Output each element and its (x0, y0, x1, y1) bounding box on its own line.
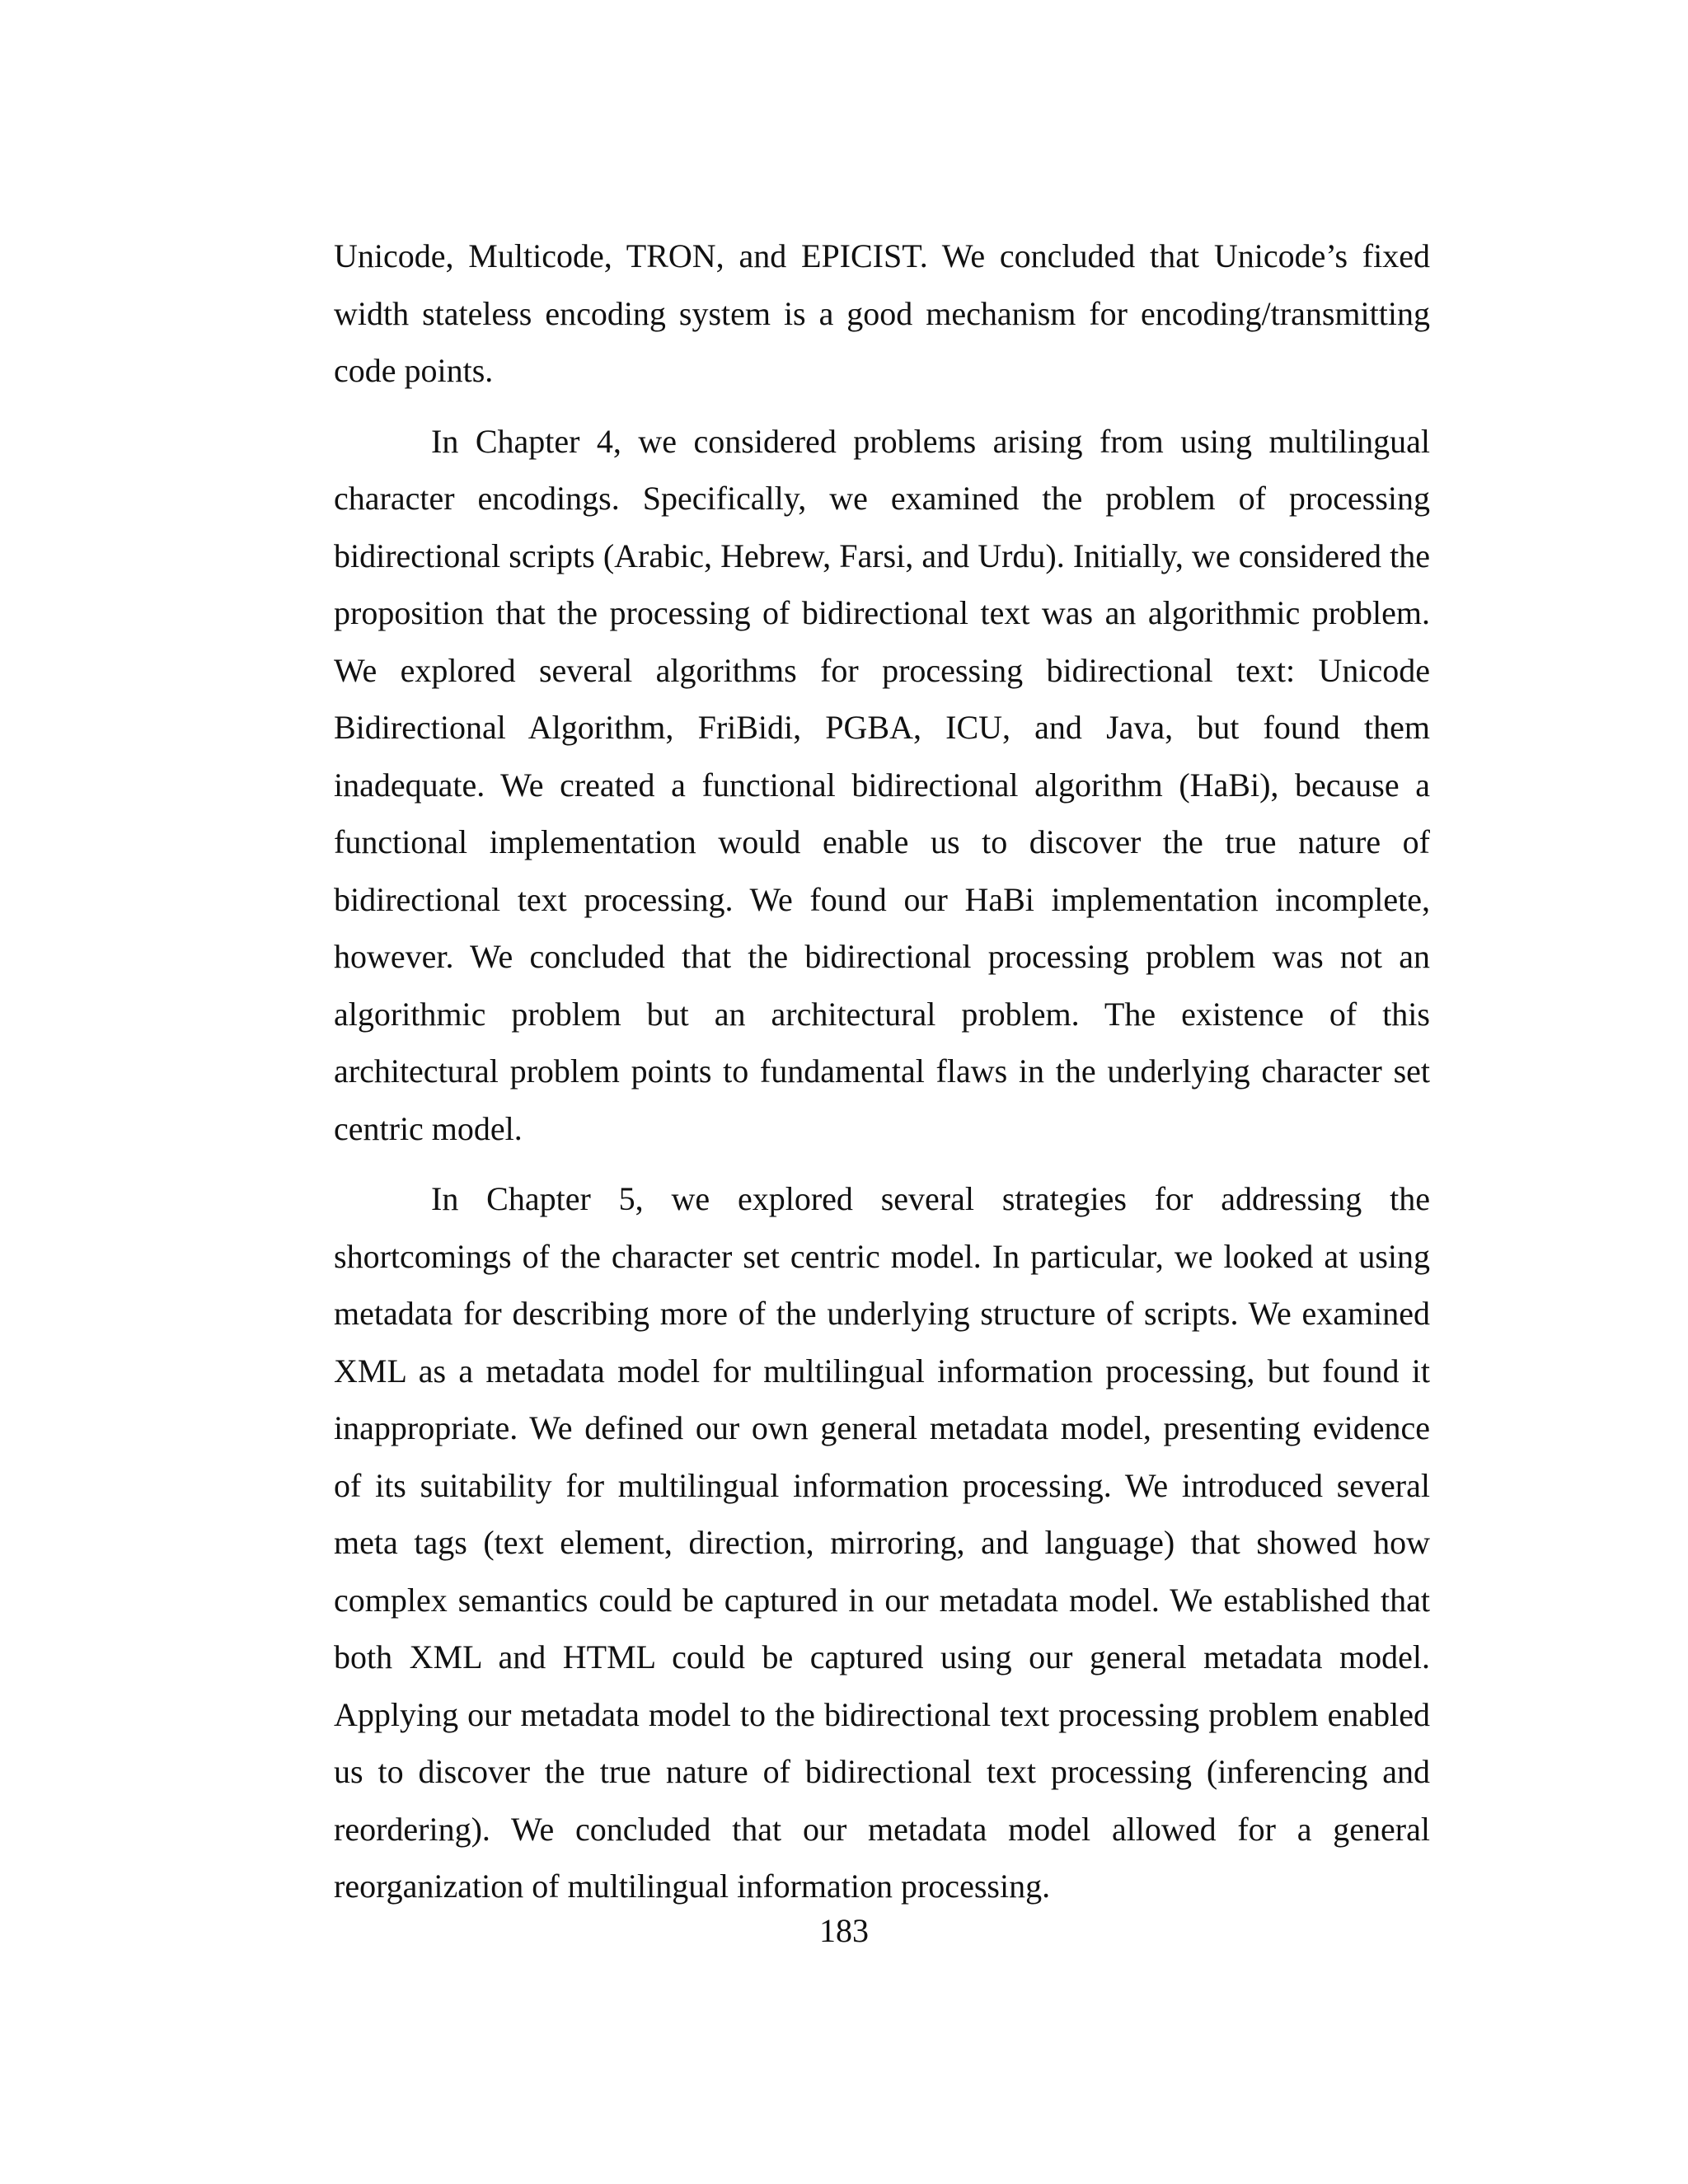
page-number: 183 (819, 1912, 869, 1949)
paragraph-chapter-4: In Chapter 4, we considered problems arising from using multilingual character encodings. Specifically, we examined the problem of processing bidirectional scripts (Arabic, Hebrew, Farsi, and Urdu). Initially, we considered the proposition that the processing of bidirectional text was an algorithmic problem. We explored several algorithms for processing bidirectional text: Unicode Bidirectional Algorithm, FriBidi, PGBA, ICU, and Java, but found them inadequate. We created a functional bidirectional algorithm (HaBi), because a functional implementation would enable us to discover the true nature of bidirectional text processing. We found our HaBi implementation incomplete, however. We concluded that the bidirectional processing problem was not an algorithmic problem but an architectural problem. The existence of this architectural problem points to fundamental flaws in the underlying character set centric model. (334, 422, 1430, 1147)
paragraph-continued: Unicode, Multicode, TRON, and EPICIST. We concluded that Unicode’s fixed width stateless encoding system is a good mechanism for encoding/transmitting code points. (334, 237, 1430, 389)
body-text (334, 227, 1430, 1929)
paragraph-chapter-5: In Chapter 5, we explored several strategies for addressing the shortcomings of the character set centric model. In particular, we looked at using metadata for describing more of the underlying structure of scripts. We examined XML as a metadata model for multilingual information processing, but found it inappropriate. We defined our own general metadata model, presenting evidence of its suitability for multilingual information processing. We introduced several meta tags (text element, direction, mirroring, and language) that showed how complex semantics could be captured in our metadata model. We established that both XML and HTML could be captured using our general metadata model. Applying our metadata model to the bidirectional text processing problem enabled us to discover the true nature of bidirectional text processing (inferencing and reordering). We concluded that our metadata model allowed for a general reorganization of multilingual information processing. (334, 1180, 1430, 1905)
